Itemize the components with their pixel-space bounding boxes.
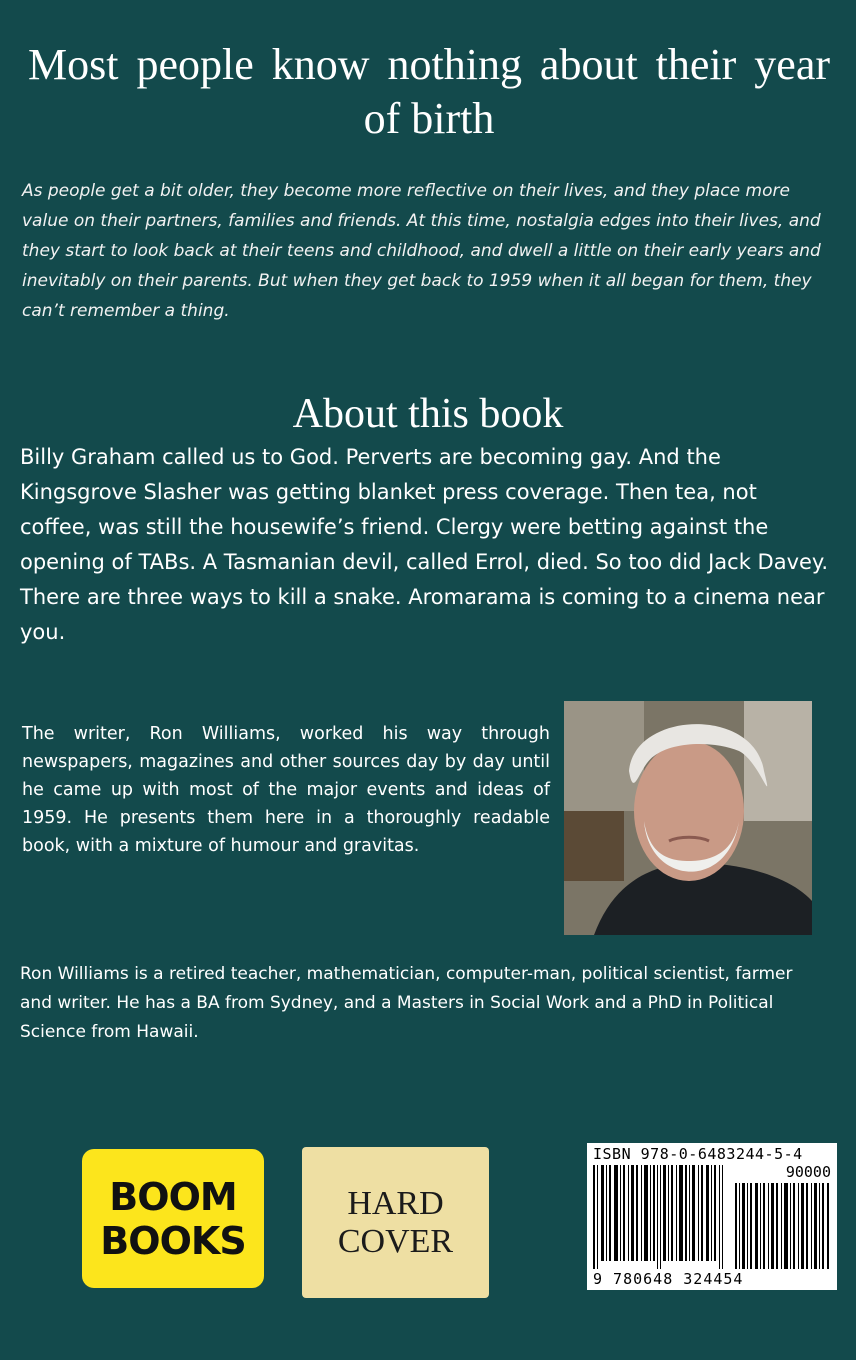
addon-number: 90000 [785, 1163, 831, 1181]
isbn-number: ISBN 978-0-6483244-5-4 [593, 1145, 803, 1163]
boom-books-logo [82, 1149, 264, 1288]
boom-logo-line2: BOOKS [100, 1218, 246, 1263]
hardcover-label [302, 1147, 489, 1298]
boom-logo-line1: BOOM [109, 1174, 237, 1219]
isbn-barcode [587, 1143, 837, 1290]
author-bio: Ron Williams is a retired teacher, mathematician, computer-man, political scientist, farmer and writer. He has a BA from Sydney, and a Masters in Social Work and a PhD in Political Science from Hawaii. [20, 964, 793, 1042]
hardcover-line1: HARD [347, 1184, 444, 1222]
book-title: Most people know nothing about their year of birth [28, 40, 830, 143]
author-photo [564, 701, 812, 935]
about-body: Billy Graham called us to God. Perverts are becoming gay. And the Kingsgrove Slasher was getting blanket press coverage. Then tea, not coffee, was still the housewife’s friend. Clergy were betting against the opening of TABs. A Tasmanian devil, called Errol, died. So too did Jack Davey. There are three ways to kill a snake. Aromarama is coming to a cinema near you. [20, 445, 829, 644]
hardcover-line2: COVER [337, 1222, 454, 1260]
ean-number: 9 780648 324454 [593, 1270, 744, 1288]
about-heading: About this book [292, 391, 564, 437]
writer-paragraph: The writer, Ron Williams, worked his way through newspapers, magazines and other sources day by day until he came up with most of the major events and ideas of 1959. He presents them here in a thoroughly readable book, with a mixture of humour and gravitas. [22, 724, 550, 856]
intro-paragraph: As people get a bit older, they become more reflective on their lives, and they place more value on their partners, families and friends. At this time, nostalgia edges into their lives, and they start to look back at their teens and childhood, and dwell a little on their early years and inevitably on their parents. But when they get back to 1959 when it all began for them, they can’t remember a thing. [22, 181, 821, 321]
author-portrait-icon [564, 701, 812, 935]
